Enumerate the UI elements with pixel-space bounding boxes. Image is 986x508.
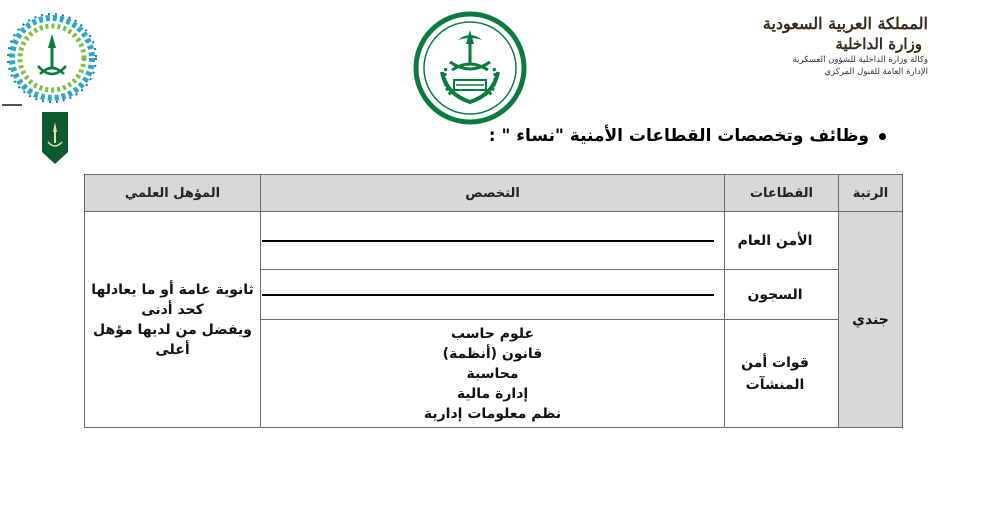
vision-2030-logo <box>4 10 100 106</box>
spec-blank-prisons <box>261 270 725 320</box>
header-sectors: القطاعات <box>725 175 839 212</box>
section-heading <box>489 126 886 146</box>
header-qualification: المؤهل العلمي <box>85 175 261 212</box>
heading-text: وظائف وتخصصات القطاعات الأمنية "نساء " : <box>488 126 869 146</box>
table-row <box>85 212 903 270</box>
jobs-table <box>84 174 903 428</box>
spec-item: محاسبة <box>466 365 519 382</box>
bullet-icon <box>879 133 886 140</box>
spec-list-cell <box>261 320 725 428</box>
divider-dash <box>2 104 22 106</box>
ministry-header <box>738 14 928 78</box>
sector-public-security: الأمن العام <box>725 212 839 270</box>
sector-facilities-security: قوات أمن المنشآت <box>725 320 839 428</box>
rank-cell: جندي <box>839 212 903 428</box>
spec-item: قانون (أنظمة) <box>442 345 543 362</box>
green-emblem-mark <box>38 108 72 168</box>
spec-item: نظم معلومات إدارية <box>423 405 562 422</box>
spec-blank-public-security <box>261 212 725 270</box>
kingdom-name: المملكة العربية السعودية <box>762 14 928 33</box>
qualification-line: ثانوية عامة أو ما يعادلها <box>91 281 254 298</box>
department-line: الإدارة العامة للقبول المركزي <box>824 67 928 77</box>
header-specialization: التخصص <box>261 175 725 212</box>
sector-prisons: السجون <box>725 270 839 320</box>
ministry-name: وزارة الداخلية <box>835 35 922 53</box>
blank-line <box>262 240 714 242</box>
agency-line: وكالة وزارة الداخلية للشؤون العسكرية <box>792 55 928 65</box>
qualification-line: كحد أدنى <box>141 301 204 318</box>
qualification-cell <box>85 212 261 428</box>
header-rank: الرتبة <box>839 175 903 212</box>
blank-line <box>262 294 714 296</box>
spec-item: علوم حاسب <box>450 325 535 342</box>
ministry-emblem <box>412 10 528 126</box>
qualification-line: ويفضل من لديها مؤهل <box>93 321 252 338</box>
qualification-line: أعلى <box>155 341 190 358</box>
table-header-row <box>85 175 903 212</box>
spec-item: إدارة مالية <box>456 385 529 402</box>
